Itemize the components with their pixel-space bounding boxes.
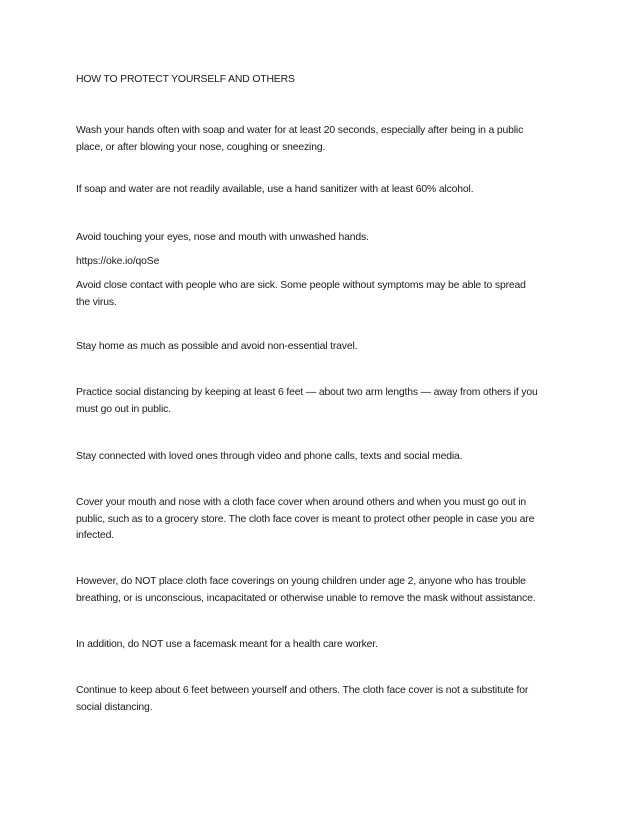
paragraph-line: If soap and water are not readily available, use a hand sanitizer with at least 60% alcohol.: [76, 184, 474, 195]
paragraph-line: place, or after blowing your nose, coughing or sneezing.: [76, 141, 326, 153]
paragraph-line: However, do NOT place cloth face coverings on young children under age 2, anyone who has trouble: [76, 576, 526, 587]
paragraph-line: In addition, do NOT use a facemask meant for a health care worker.: [76, 639, 378, 650]
paragraph-line: Stay connected with loved ones through video and phone calls, texts and social media.: [76, 451, 463, 462]
paragraph-line: Avoid touching your eyes, nose and mouth with unwashed hands.: [76, 232, 369, 243]
link-text: https://oke.io/qoSe: [76, 256, 160, 267]
document-title: HOW TO PROTECT YOURSELF AND OTHERS: [76, 74, 295, 85]
paragraph-line: Continue to keep about 6 feet between yourself and others. The cloth face cover is not a substitute for: [76, 685, 529, 696]
paragraph-line: Cover your mouth and nose with a cloth face cover when around others and when you must go out in: [76, 497, 526, 508]
paragraph-line: infected.: [76, 530, 114, 541]
paragraph-line: the virus.: [76, 296, 117, 308]
paragraph-line: Wash your hands often with soap and water for at least 20 seconds, especially after being in a public: [76, 125, 524, 136]
paragraph-line: public, such as to a grocery store. The cloth face cover is meant to protect other people in case you are: [76, 513, 535, 525]
paragraph-line: Practice social distancing by keeping at least 6 feet — about two arm lengths — away from others if you: [76, 387, 538, 398]
paragraph-line: must go out in public.: [76, 403, 171, 415]
paragraph-line: Avoid close contact with people who are sick. Some people without symptoms may be able to spread: [76, 280, 526, 291]
paragraph-line: social distancing.: [76, 701, 153, 713]
paragraph-line: breathing, or is unconscious, incapacitated or otherwise unable to remove the mask without assistance.: [76, 592, 536, 604]
paragraph-line: Stay home as much as possible and avoid non-essential travel.: [76, 341, 358, 352]
